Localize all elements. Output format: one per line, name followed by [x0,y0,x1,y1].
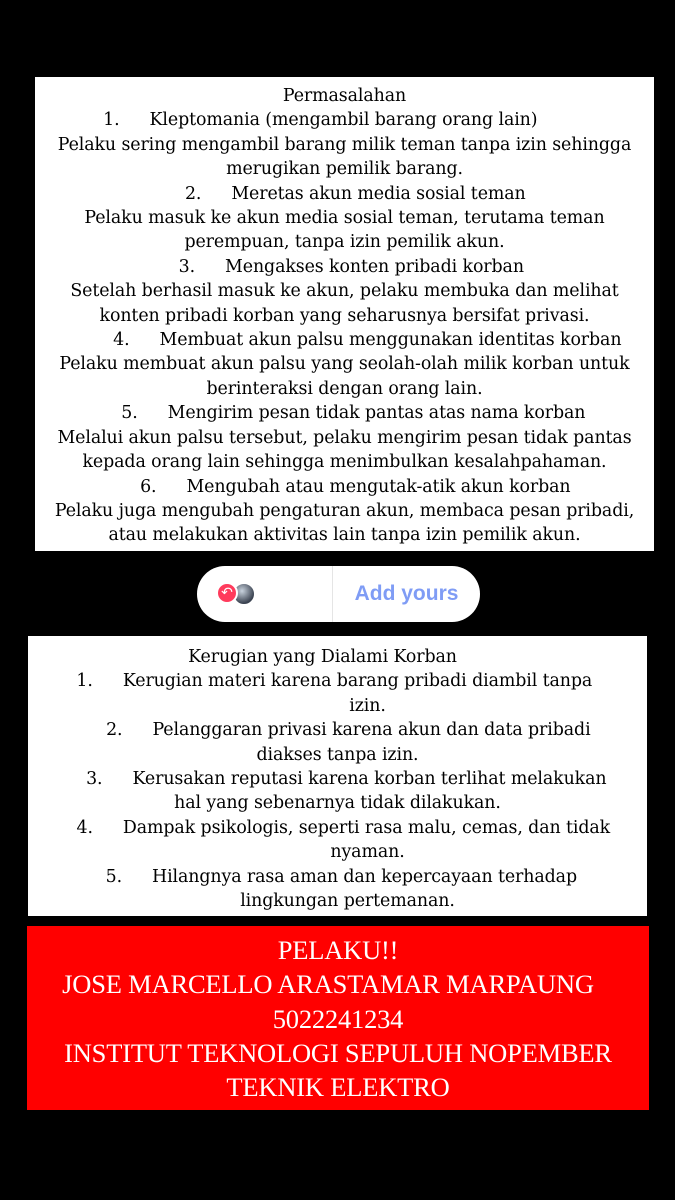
add-yours-participants[interactable] [197,566,332,622]
problem-5-heading: 5. Mengirim pesan tidak pantas atas nama korban [121,403,586,424]
loss-1: 1. Kerugian materi karena barang pribadi diambil tanpa [76,671,593,692]
perpetrator-department: TEKNIK ELEKTRO [226,1072,450,1103]
problem-4-heading: 4. Membuat akun palsu menggunakan identitas korban [113,330,622,351]
loss-5: 5. Hilangnya rasa aman dan kepercayaan terhadap [105,866,577,887]
problem-6-desc: Pelaku juga mengubah pengaturan akun, membaca pesan pribadi, [54,500,635,521]
problem-4-desc-cont: berinteraksi dengan orang lain. [206,378,483,399]
problem-2-desc: Pelaku masuk ke akun media sosial teman, terutama teman [84,208,605,229]
perpetrator-heading: PELAKU!! [277,935,399,965]
losses-title: Kerugian yang Dialami Korban [188,647,457,667]
add-yours-button[interactable]: Add yours [354,582,459,605]
reply-arrow-icon: ↶ [216,582,238,604]
perpetrator-name: JOSE MARCELLO ARASTAMAR MARPAUNG [62,969,594,1000]
problems-card [35,77,654,551]
perpetrator-id: 5022241234 [272,1003,404,1034]
problem-1-heading: 1. Kleptomania (mengambil barang orang lain) [103,110,538,131]
loss-3: 3. Kerusakan reputasi karena korban terlihat melakukan [86,769,607,790]
loss-4: 4. Dampak psikologis, seperti rasa malu, cemas, dan tidak [76,817,611,838]
loss-3-cont: hal yang sebenarnya tidak dilakukan. [174,793,501,814]
loss-5-cont: lingkungan pertemanan. [240,891,455,912]
add-yours-sticker[interactable] [197,566,480,622]
problem-6-desc-cont: atau melakukan aktivitas lain tanpa izin pemilik akun. [108,525,581,546]
problem-5-desc: Melalui akun palsu tersebut, pelaku mengirim pesan tidak pantas [57,427,632,448]
loss-2-cont: diakses tanpa izin. [256,744,419,765]
problem-1-desc-cont: merugikan pemilik barang. [226,159,463,180]
loss-4-cont: nyaman. [330,842,405,863]
perpetrator-box [27,926,649,1110]
perpetrator-institution: INSTITUT TEKNOLOGI SEPULUH NOPEMBER [64,1037,612,1068]
loss-2: 2. Pelanggaran privasi karena akun dan data pribadi [106,720,591,741]
participant-avatars [216,582,262,606]
problems-title: Permasalahan [282,86,407,106]
problem-3-heading: 3. Mengakses konten pribadi korban [178,256,524,277]
loss-1-cont: izin. [349,695,386,716]
losses-card [28,636,647,916]
problem-3-desc: Setelah berhasil masuk ke akun, pelaku membuka dan melihat [70,281,619,302]
problem-3-desc-cont: konten pribadi korban yang seharusnya bersifat privasi. [99,305,590,326]
problem-5-desc-cont: kepada orang lain sehingga menimbulkan kesalahpahaman. [82,452,607,473]
problem-2-heading: 2. Meretas akun media sosial teman [184,183,526,204]
problem-2-desc-cont: perempuan, tanpa izin pemilik akun. [184,232,505,253]
problem-1-desc: Pelaku sering mengambil barang milik teman tanpa izin sehingga [57,134,632,155]
problem-4-desc: Pelaku membuat akun palsu yang seolah-olah milik korban untuk [59,354,630,375]
problem-6-heading: 6. Mengubah atau mengutak-atik akun korban [140,476,571,497]
